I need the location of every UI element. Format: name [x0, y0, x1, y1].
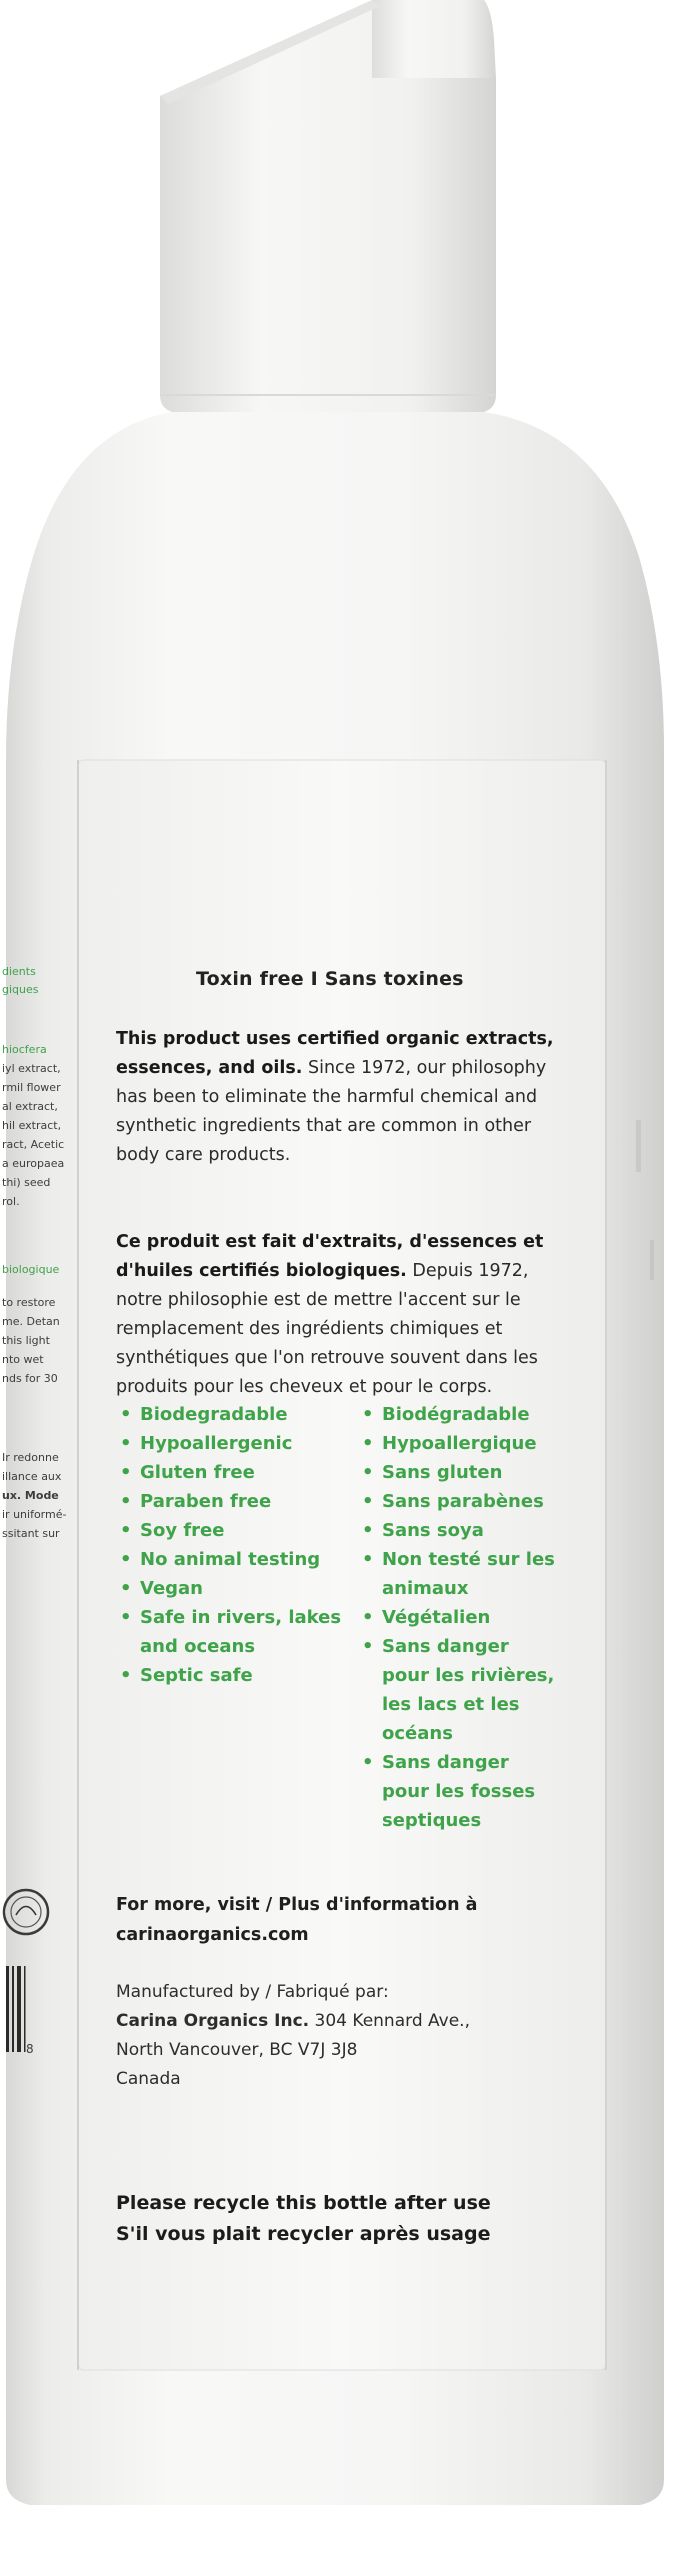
features-list-english	[118, 1400, 343, 1690]
side-fragment: thi) seed	[2, 1176, 51, 1189]
manufacturer-address-line	[116, 2007, 576, 2036]
side-fragment: biologique	[2, 1263, 60, 1276]
feature-item: • Paraben free	[118, 1487, 343, 1516]
side-fragment: iyl extract,	[2, 1062, 61, 1075]
side-fragment: nds for 30	[2, 1372, 58, 1385]
recycle-english: Please recycle this bottle after use	[116, 2192, 491, 2214]
feature-item: • Sans danger pour les fosses septiques	[360, 1748, 560, 1835]
feature-item: • No animal testing	[118, 1545, 343, 1574]
feature-item: • Hypoallergique	[360, 1429, 560, 1458]
feature-item: • Sans parabènes	[360, 1487, 560, 1516]
feature-item: • Hypoallergenic	[118, 1429, 343, 1458]
feature-item: • Soy free	[118, 1516, 343, 1545]
side-fragment: al extract,	[2, 1100, 58, 1113]
feature-item: • Non testé sur les animaux	[360, 1545, 560, 1603]
paragraph-french-rest: Depuis 1972, notre philosophie est de mettre l'accent sur le remplacement des ingrédients chimiques et synthétiques que l'on retrouve souvent dans les produits pour les cheveux et pour le corps.	[116, 1261, 538, 1397]
feature-item: • Sans danger pour les rivières, les lacs et les océans	[360, 1632, 560, 1748]
side-fragment: Ir redonne	[2, 1451, 59, 1464]
feature-item: • Biodégradable	[360, 1400, 560, 1429]
side-fragment: giques	[2, 983, 39, 996]
manufacturer-city: North Vancouver, BC V7J 3J8	[116, 2040, 358, 2060]
side-fragment: this light	[2, 1334, 50, 1347]
side-fragment: hiocfera	[2, 1043, 47, 1056]
side-fragment: ux. Mode	[2, 1489, 59, 1502]
side-fragment: hil extract,	[2, 1119, 62, 1132]
paragraph-english-rest: Since 1972, our philosophy has been to eliminate the harmful chemical and synthetic ingredients that are common in other body care products.	[116, 1058, 547, 1165]
side-fragment: illance aux	[2, 1470, 62, 1483]
paragraph-french	[116, 1228, 556, 1402]
feature-item: • Sans gluten	[360, 1458, 560, 1487]
features-list-french	[360, 1400, 560, 1835]
paragraph-english	[116, 1025, 556, 1170]
side-fragment: a europaea	[2, 1157, 65, 1170]
side-fragment: rol.	[2, 1195, 20, 1208]
side-fragment: me. Detan	[2, 1315, 60, 1328]
cap-top	[370, 0, 496, 78]
side-fragment: to restore	[2, 1296, 56, 1309]
feature-item: • Septic safe	[118, 1661, 343, 1690]
paragraph-french-bold: Ce produit est fait d'extraits, d'essences et d'huiles certifiés biologiques.	[116, 1232, 544, 1281]
label-headline: Toxin free I Sans toxines	[196, 968, 464, 990]
feature-item: • Safe in rivers, lakes and oceans	[118, 1603, 343, 1661]
side-fragment: nto wet	[2, 1353, 44, 1366]
feature-item: • Végétalien	[360, 1603, 560, 1632]
feature-item: • Biodegradable	[118, 1400, 343, 1429]
website-text: carinaorganics.com	[116, 1925, 309, 1945]
side-fragment: rmil flower	[2, 1081, 61, 1094]
manufacturer-street: 304 Kennard Ave.,	[309, 2011, 470, 2031]
recycle-french: S'il vous plait recycler après usage	[116, 2223, 491, 2245]
manufacturer-company: Carina Organics Inc.	[116, 2011, 310, 2031]
feature-item: • Sans soya	[360, 1516, 560, 1545]
recycle-notice	[116, 2188, 576, 2250]
more-info-line: For more, visit / Plus d'information à	[116, 1895, 478, 1915]
manufacturer-country: Canada	[116, 2069, 181, 2089]
side-fragment: ir uniformé-	[2, 1508, 67, 1521]
manufacturer-heading: Manufactured by / Fabriqué par:	[116, 1982, 389, 2002]
side-fragment: dients	[2, 965, 36, 978]
feature-item: • Gluten free	[118, 1458, 343, 1487]
barcode-digit: 8	[26, 2042, 34, 2056]
more-info	[116, 1890, 556, 1950]
feature-item: • Vegan	[118, 1574, 343, 1603]
side-fragment: ssitant sur	[2, 1527, 60, 1540]
paragraph-english-bold: This product uses certified organic extracts, essences, and oils.	[116, 1029, 554, 1078]
manufacturer-block	[116, 1978, 576, 2094]
side-fragment: ract, Acetic	[2, 1138, 65, 1151]
